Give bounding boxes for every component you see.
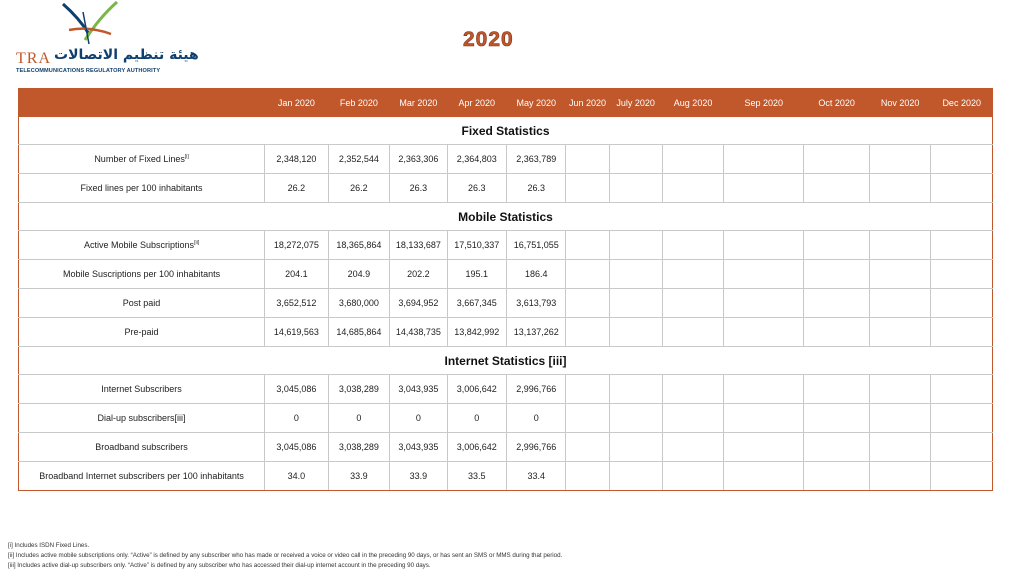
tra-star-icon	[59, 0, 121, 48]
value-cell	[931, 174, 993, 203]
month-header: Jan 2020	[265, 89, 329, 117]
row-label	[19, 462, 265, 491]
month-header: Sep 2020	[724, 89, 804, 117]
value-cell: 3,006,642	[447, 433, 506, 462]
value-cell	[869, 174, 931, 203]
value-cell: 2,363,306	[390, 145, 447, 174]
value-cell	[804, 260, 870, 289]
month-header: Feb 2020	[328, 89, 390, 117]
value-cell	[609, 145, 662, 174]
value-cell	[566, 260, 609, 289]
section-title: Fixed Statistics	[19, 117, 993, 145]
value-cell	[804, 375, 870, 404]
month-header: Jun 2020	[566, 89, 609, 117]
value-cell: 3,667,345	[447, 289, 506, 318]
value-cell	[566, 433, 609, 462]
value-cell	[609, 318, 662, 347]
value-cell	[724, 433, 804, 462]
value-cell	[931, 289, 993, 318]
value-cell: 2,996,766	[507, 375, 566, 404]
value-cell: 26.2	[328, 174, 390, 203]
row-label-text: Dial-up subscribers[iii]	[97, 413, 186, 423]
row-label	[19, 318, 265, 347]
value-cell	[609, 462, 662, 491]
value-cell	[724, 145, 804, 174]
value-cell	[566, 289, 609, 318]
value-cell: 2,363,789	[507, 145, 566, 174]
value-cell	[869, 404, 931, 433]
row-label-text: Mobile Suscriptions per 100 inhabitants	[62, 269, 221, 279]
value-cell: 33.5	[447, 462, 506, 491]
value-cell	[662, 174, 724, 203]
table-row	[19, 145, 993, 174]
value-cell: 202.2	[390, 260, 447, 289]
value-cell	[566, 318, 609, 347]
value-cell	[931, 231, 993, 260]
value-cell: 3,045,086	[265, 375, 329, 404]
row-label	[19, 174, 265, 203]
value-cell: 0	[328, 404, 390, 433]
value-cell	[724, 289, 804, 318]
month-header: Dec 2020	[931, 89, 993, 117]
value-cell: 14,619,563	[265, 318, 329, 347]
month-header: Nov 2020	[869, 89, 931, 117]
value-cell	[804, 404, 870, 433]
value-cell	[931, 145, 993, 174]
value-cell: 18,272,075	[265, 231, 329, 260]
logo-abbr: TRA	[16, 50, 51, 67]
row-label	[19, 260, 265, 289]
value-cell	[724, 404, 804, 433]
row-label	[19, 375, 265, 404]
table-row	[19, 462, 993, 491]
row-label-text: Post paid	[122, 298, 161, 308]
footnote-3: [iii] Includes active dial-up subscribers only. “Active” is defined by any subscriber who has accessed their dial-up internet account in the preceding 90 days.	[8, 562, 431, 569]
value-cell	[869, 375, 931, 404]
value-cell: 0	[390, 404, 447, 433]
value-cell	[566, 174, 609, 203]
section-header-row	[19, 117, 993, 145]
row-label	[19, 404, 265, 433]
value-cell: 186.4	[507, 260, 566, 289]
table-row	[19, 260, 993, 289]
value-cell	[931, 375, 993, 404]
value-cell	[869, 462, 931, 491]
row-label	[19, 433, 265, 462]
value-cell	[609, 375, 662, 404]
section-header-row	[19, 203, 993, 231]
value-cell: 26.3	[447, 174, 506, 203]
month-header: Oct 2020	[804, 89, 870, 117]
row-label-text: Pre-paid	[124, 327, 159, 337]
value-cell	[804, 318, 870, 347]
value-cell: 204.1	[265, 260, 329, 289]
table-row	[19, 318, 993, 347]
value-cell: 3,043,935	[390, 375, 447, 404]
row-label	[19, 289, 265, 318]
value-cell	[609, 231, 662, 260]
value-cell: 3,043,935	[390, 433, 447, 462]
row-label	[19, 145, 265, 174]
value-cell	[869, 289, 931, 318]
value-cell	[804, 289, 870, 318]
row-label-text: Broadband subscribers	[95, 442, 188, 452]
page-title-year: 2020	[463, 28, 514, 51]
value-cell	[804, 433, 870, 462]
header-corner-cell	[19, 89, 265, 117]
value-cell: 2,364,803	[447, 145, 506, 174]
value-cell: 3,045,086	[265, 433, 329, 462]
value-cell	[724, 260, 804, 289]
value-cell: 13,842,992	[447, 318, 506, 347]
value-cell: 0	[265, 404, 329, 433]
value-cell	[662, 375, 724, 404]
table-row	[19, 404, 993, 433]
value-cell	[662, 289, 724, 318]
value-cell	[662, 260, 724, 289]
footnote-2: [ii] Includes active mobile subscriptions only. “Active” is defined by any subscriber who has made or received a voice or video call in the preceding 90 days, or has sent an SMS or MMS during that period.	[8, 552, 563, 559]
value-cell	[869, 145, 931, 174]
value-cell	[724, 462, 804, 491]
footnote-ref: [i]	[184, 154, 189, 160]
row-label-text: Internet Subscribers	[101, 384, 182, 394]
month-header: May 2020	[507, 89, 566, 117]
table-row	[19, 375, 993, 404]
section-title: Mobile Statistics	[19, 203, 993, 231]
value-cell	[931, 260, 993, 289]
value-cell: 2,996,766	[507, 433, 566, 462]
value-cell	[566, 145, 609, 174]
value-cell: 3,038,289	[328, 433, 390, 462]
row-label-text: Broadband Internet subscribers per 100 inhabitants	[39, 471, 244, 481]
value-cell: 33.9	[390, 462, 447, 491]
value-cell: 2,348,120	[265, 145, 329, 174]
statistics-table	[18, 88, 993, 491]
table-row	[19, 289, 993, 318]
value-cell	[869, 318, 931, 347]
value-cell: 17,510,337	[447, 231, 506, 260]
month-header: Apr 2020	[447, 89, 506, 117]
value-cell	[609, 404, 662, 433]
value-cell	[931, 433, 993, 462]
value-cell	[566, 375, 609, 404]
value-cell: 204.9	[328, 260, 390, 289]
value-cell: 3,694,952	[390, 289, 447, 318]
value-cell	[566, 404, 609, 433]
value-cell: 14,438,735	[390, 318, 447, 347]
value-cell	[804, 174, 870, 203]
month-header: Aug 2020	[662, 89, 724, 117]
table-row	[19, 433, 993, 462]
value-cell	[724, 231, 804, 260]
month-header: Mar 2020	[390, 89, 447, 117]
value-cell	[609, 260, 662, 289]
value-cell	[931, 318, 993, 347]
value-cell	[724, 174, 804, 203]
value-cell: 13,137,262	[507, 318, 566, 347]
value-cell: 3,680,000	[328, 289, 390, 318]
value-cell: 18,365,864	[328, 231, 390, 260]
value-cell: 33.4	[507, 462, 566, 491]
value-cell	[662, 145, 724, 174]
value-cell	[662, 404, 724, 433]
value-cell	[869, 260, 931, 289]
value-cell: 26.3	[390, 174, 447, 203]
footnote-ref: [ii]	[194, 240, 200, 246]
value-cell	[662, 318, 724, 347]
value-cell: 0	[447, 404, 506, 433]
row-label	[19, 231, 265, 260]
section-title: Internet Statistics [iii]	[19, 347, 993, 375]
value-cell: 2,352,544	[328, 145, 390, 174]
value-cell	[804, 231, 870, 260]
value-cell: 33.9	[328, 462, 390, 491]
value-cell: 0	[507, 404, 566, 433]
value-cell	[609, 433, 662, 462]
table-row	[19, 231, 993, 260]
value-cell	[566, 462, 609, 491]
value-cell	[662, 433, 724, 462]
value-cell	[724, 375, 804, 404]
value-cell	[662, 231, 724, 260]
value-cell	[931, 462, 993, 491]
value-cell	[869, 433, 931, 462]
value-cell: 3,038,289	[328, 375, 390, 404]
row-label-text: Fixed lines per 100 inhabitants	[80, 183, 203, 193]
value-cell: 34.0	[265, 462, 329, 491]
value-cell: 18,133,687	[390, 231, 447, 260]
value-cell	[609, 174, 662, 203]
value-cell	[724, 318, 804, 347]
value-cell	[869, 231, 931, 260]
footnote-1: [i] Includes ISDN Fixed Lines.	[8, 542, 90, 549]
month-header: July 2020	[609, 89, 662, 117]
value-cell	[566, 231, 609, 260]
value-cell: 26.3	[507, 174, 566, 203]
value-cell	[804, 145, 870, 174]
header-row	[19, 89, 993, 117]
value-cell	[609, 289, 662, 318]
table-row	[19, 174, 993, 203]
value-cell: 3,613,793	[507, 289, 566, 318]
value-cell: 3,652,512	[265, 289, 329, 318]
value-cell: 16,751,055	[507, 231, 566, 260]
value-cell: 3,006,642	[447, 375, 506, 404]
row-label-text: Active Mobile Subscriptions	[84, 240, 195, 250]
logo-english-name: TELECOMMUNICATIONS REGULATORY AUTHORITY	[16, 68, 161, 74]
row-label-text: Number of Fixed Lines	[94, 154, 185, 164]
value-cell: 14,685,864	[328, 318, 390, 347]
value-cell: 195.1	[447, 260, 506, 289]
section-header-row	[19, 347, 993, 375]
value-cell	[662, 462, 724, 491]
value-cell	[804, 462, 870, 491]
logo-arabic-name: هيئة تنظيم الاتصالات	[54, 47, 199, 63]
value-cell: 26.2	[265, 174, 329, 203]
value-cell	[931, 404, 993, 433]
tra-logo	[14, 0, 199, 80]
